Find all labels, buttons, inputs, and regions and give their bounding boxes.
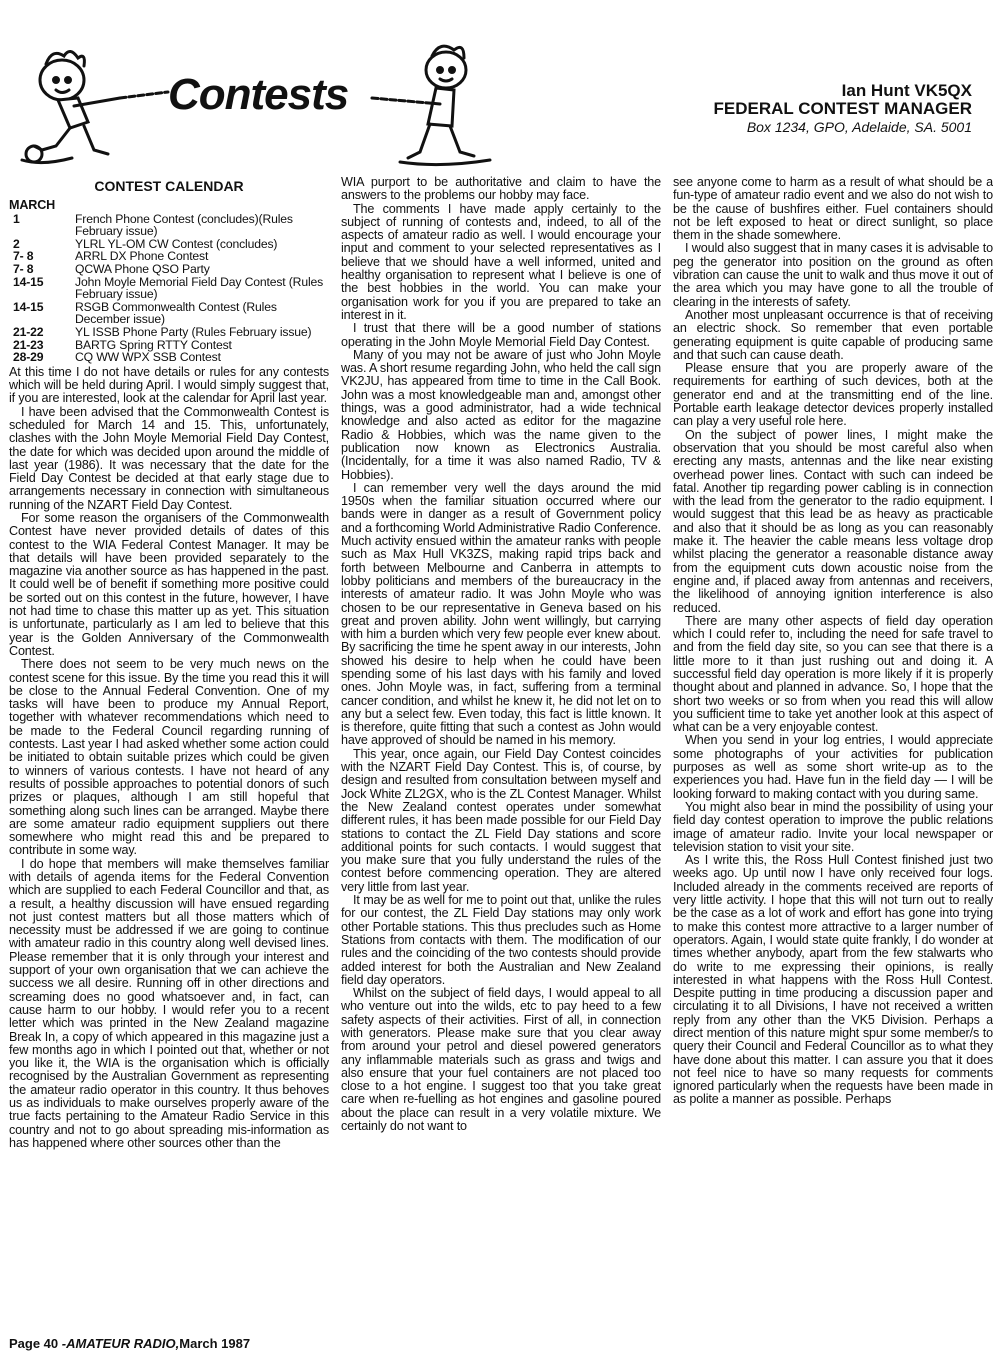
calendar-title: CONTEST CALENDAR (94, 178, 244, 194)
paragraph: Another most unpleasant occurrence is that of receiving an electric shock. So remember that even portable generating equipment is quite capable of producing same and that such can cause death. (673, 307, 993, 362)
calendar-month: MARCH (9, 198, 56, 213)
column-3 (673, 176, 993, 1326)
calendar-date: 1 (13, 211, 20, 226)
calendar-row (9, 351, 329, 364)
calendar-event: John Moyle Memorial Field Day Contest (Rules February issue) (75, 274, 324, 302)
paragraph: You might also bear in mind the possibility of using your field day contest operation to improve the public relations image of amateur radio. Invite your local newspaper or television station to visit your site. (673, 799, 993, 854)
page-number: Page 40 (9, 1336, 59, 1351)
page-footer (9, 1336, 250, 1351)
paragraph: I have been advised that the Commonwealth Contest is scheduled for March 14 and 15. This, unfortunately, clashes with the John Moyle Memorial Field Day Contest, the date for which was decided upon around the middle of last year (1986). It was necessary that the date for the Field Day Contest be decided at that early stage due to arrangements necessary in connection with simultaneous running of the NZART Field Day Contest. (9, 404, 329, 512)
author-name: Ian Hunt VK5QX (841, 81, 972, 100)
paragraph: At this time I do not have details or rules for any contests which will be held during April. I would simply suggest that, if you are interested, look at the calendar for April last year. (9, 364, 329, 406)
calendar-event: RSGB Commonwealth Contest (Rules December issue) (75, 299, 277, 327)
paragraph: This year, once again, our Field Day Contest coincides with the NZART Field Day Contest. This is, of course, by design and resulted from consultation between myself and Jock White ZL2GX, who is the ZL Contest Manager. Whilst the New Zealand contest operates under somewhat different rules, it has been made possible for our Field Day stations to contact the ZL Field Day stations and score additional points for such contacts. I would suggest that you make sure that you fully understand the rules of the contest before commencing operation. They are altered very little from last year. (341, 746, 661, 894)
calendar-event: BARTG Spring RTTY Contest (75, 337, 232, 352)
calendar-row (9, 301, 329, 326)
paragraph: Many of you may not be aware of just who John Moyle was. A short resume regarding John, who held the call sign VK2JU, has appeared from time to time in the Call Book. John was a most knowledgeable man and, amongst other things, was a good administrator, had a wide technical knowledge and also acted as editor for the magazine Radio & Hobbies, which was the name given to the publication now known as Electronics Australia. (Incidentally, for a time it was also named Radio, TV & Hobbies). (341, 347, 661, 482)
issue-date: March 1987 (179, 1336, 251, 1351)
cartoon-boy-pulling-icon (370, 40, 510, 170)
author-address: Box 1234, GPO, Adelaide, SA. 5001 (746, 119, 972, 135)
calendar-event: ARRL DX Phone Contest (75, 249, 209, 264)
calendar-event: French Phone Contest (concludes)(Rules February issue) (75, 211, 293, 239)
paragraph: It may be as well for me to point out that, unlike the rules for our contest, the ZL Field Day stations may only work other Portable stations. This thus precludes such as Home Stations from contacts with them. The modification of our rules and the coinciding of the two contests should provide added interest for both the Australian and New Zealand field day operators. (341, 893, 661, 987)
author-role: FEDERAL CONTEST MANAGER (713, 99, 972, 118)
calendar-row (9, 263, 329, 276)
column-2 (341, 176, 661, 1326)
page-header (0, 0, 1000, 175)
paragraph: When you send in your log entries, I would appreciate some photographs of your activities for publication purposes as well as some short write-up as to the experiences you had. Have fun in the field day — I will be looking forward to making contact with you during same. (673, 733, 993, 801)
author-block (714, 82, 972, 136)
paragraph: see anyone come to harm as a result of what should be a fun-type of amateur radio event and we also do not wish to be the cause of bushfires either. Fuel containers should not be left exposed to heat or direct sunlight, so place them in the shade somewhere. (673, 176, 993, 243)
calendar-date: 21-23 (13, 337, 44, 352)
calendar-event: QCWA Phone QSO Party (75, 261, 210, 276)
calendar-date: 28-29 (13, 350, 44, 365)
calendar-date: 21-22 (13, 324, 44, 339)
paragraph: WIA purport to be authoritative and claim to have the answers to the problems our hobby may face. (341, 176, 661, 203)
article-body (9, 176, 994, 1326)
paragraph: For some reason the organisers of the Commonwealth Contest have never provided details of dates of this contest to the WIA Federal Contest Manager. It may be that details will have been provided separately to the magazine via another source as has happened in the past. It could well be of benefit if something more positive could be sorted out on this contest in the future, however, I have not had time to chase this matter up as yet. This situation is unfortunate, particularly as I am led to believe that this year is the Golden Anniversary of the Commonwealth Contest. (9, 510, 329, 658)
calendar-row (9, 213, 329, 238)
paragraph: I trust that there will be a good number of stations operating in the John Moyle Memorial Field Day Contest. (341, 321, 661, 349)
calendar-date: 14-15 (13, 299, 44, 314)
section-title: Contests (168, 70, 349, 119)
paragraph: I can remember very well the days around the mid 1950s when the familiar situation occurred where our bands were in danger as a result of Government policy and a forthcoming World Administrative Radio Conference. Much activity ensued within the amateur ranks with people such as Max Hull VK3ZS, making rapid trips back and forth between Melbourne and Canberra in attempts to lobby politicians and members of the bureaucracy in the interests of amateur radio. It was John Moyle who was chosen to be our representative in Geneva based on his great and proven ability. John went willingly, but carrying with him a burden which very few people ever knew about. By sacrificing the time he spent away in our interests, John showed his desire to help when he could have been spending some of his last days with his family and loved ones. John Moyle was, in fact, suffering from a terminal cancer condition, and whilst he knew it, he did not let on to any but a select few. Even today, this fact is little known. It is therefore, quite fitting that such a contest as John would have approved of should be named in his memory. (341, 480, 661, 748)
calendar-event: YLRL YL-OM CW Contest (concludes) (75, 236, 278, 251)
calendar-date: 7- 8 (13, 249, 34, 264)
paragraph: I would also suggest that in many cases it is advisable to peg the generator into position on the ground as often vibration can cause the unit to walk and thus move it out of the area which you may have gone to all the trouble of clearing in the interests of safety. (673, 241, 993, 309)
calendar-event: CQ WW WPX SSB Contest (75, 350, 221, 365)
calendar-row (9, 276, 329, 301)
paragraph: On the subject of power lines, I might make the observation that you should be most careful also when erecting any masts, antennas and the like near existing overhead power lines. Contact with such can indeed be fatal. Another tip regarding power cabling is in connection with the lead from the generator to the radio equipment. I would suggest that this lead be as heavy as practicable and also that it should be as long as you can reasonably make it. The heavier the cable means less voltage drop whilst placing the generator a reasonable distance away from the equipment cuts down acoustic noise from the engine and, if placed away from antennas and receivers, the likelihood of annoying ignition interference is also reduced. (673, 427, 993, 615)
calendar-event: YL ISSB Phone Party (Rules February issue) (75, 324, 312, 339)
calendar-date: 7- 8 (13, 261, 34, 276)
column-1 (9, 176, 329, 1326)
magazine-name: -AMATEUR RADIO, (61, 1336, 180, 1351)
paragraph: Please ensure that you are properly aware of the requirements for earthing of such devices, both at the generator end and at the transmitting end of the line. Portable earth leakage detector devices properly installed can play a very useful role here. (673, 361, 993, 429)
paragraph: I do hope that members will make themselves familiar with details of agenda items for the Federal Convention which are supplied to each Federal Councillor and that, as a result, a healthy discussion will have ensued regarding not just contest matters but all those matters which of necessity must be addressed if we are going to continue with amateur radio in this country along well devised lines. Please remember that it is only through your interest and support of your own organisation that we can achieve the success we all desire. Running off in other directions and screaming does no good whatsoever and, in fact, can cause harm to our hobby. I would refer you to a recent letter which was printed in the New Zealand magazine Break In, a copy of which appeared in this magazine just a few months ago in which I pointed out that, whether or not you like it, the WIA is the organisation which is officially recognised by the Australian Government as representing the amateur radio operator in this country. It thus behoves us as individuals to make ourselves properly aware of the true facts pertaining to the Amateur Radio Service in this country and not to go about spreading mis-information as has happened where other sources other than the (9, 856, 329, 1150)
paragraph: There does not seem to be very much news on the contest scene for this issue. By the time you read this it will be close to the Annual Federal Convention. One of my tasks will have been to produce my Annual Report, together with whatever recommendations which need to be made to the Federal Council regarding running of contests. Last year I had asked whether some action could be initiated to obtain suitable prizes which could be given to winners of various contests. I have not heard of any results of possible approaches to potential donors of such prizes or plaques, although I am still hopeful that something along such lines can be arranged. Maybe there are some amateur radio equipment suppliers out there somewhere who might read this and be prepared to contribute in some way. (9, 657, 329, 858)
paragraph: The comments I have made apply certainly to the subject of running of contests and, indeed, to all of the aspects of amateur radio as well. I would encourage your input and comment to your selected representatives as I believe that we should have a well informed, united and healthy organisation to represent what I believe is one of the best hobbies in the world. You can make your organisation work for you if you are prepared to take an interest in it. (341, 201, 661, 322)
calendar-table (9, 213, 329, 364)
cartoon-boy-running-icon (12, 42, 172, 172)
paragraph: There are many other aspects of field day operation which I could refer to, including the need for safe travel to and from the field day site, so you can see that there is a little more to it than just rushing out and doing it. A successful field day operation is more likely if it is properly thought about and planned in advance. So, I hope that the short two weeks or so from when you read this will allow you sufficient time to take yet another look at this aspect of what can be a very enjoyable contest. (673, 613, 993, 735)
calendar-date: 2 (13, 236, 20, 251)
paragraph: Whilst on the subject of field days, I would appeal to all who venture out into the wilds, etc to pay heed to a few safety aspects of their activities. First of all, in connection with generators. Please make sure that you clear away from around your petrol and diesel powered generators any inflammable materials such as grass and twigs and also ensure that your fuel containers are not placed too close to a hot engine. I suggest too that you take great care when re-fuelling as hot engines and gasoline poured about the place can result in a very volatile mixture. We certainly do not want to (341, 986, 661, 1134)
calendar-date: 14-15 (13, 274, 44, 289)
calendar-row (9, 326, 329, 339)
paragraph: As I write this, the Ross Hull Contest finished just two weeks ago. Up until now I have only received four logs. Included already in the comments received are reports of very little activity. I hope that this will not turn out to really be the case as a lot of work and effort has gone into trying to make this contest more attractive to a larger number of operators. Again, I would state quite frankly, I do wonder at times whether anybody, apart from the few stalwarts who do write to me expressing their opinions, is really interested in what happens with the Ross Hull Contest. Despite putting in time producing a discussion paper and circulating it to all Divisions, I have not received a written reply from any other than the VK5 Division. Perhaps a direct mention of this nature might spur some member/s to query their Council and Federal Councillor as to what they have done about this matter. I can assure you that it does not feel nice to have so many requests for comments ignored particularly when the requests have been made in as polite a manner as possible. Perhaps (673, 853, 993, 1107)
